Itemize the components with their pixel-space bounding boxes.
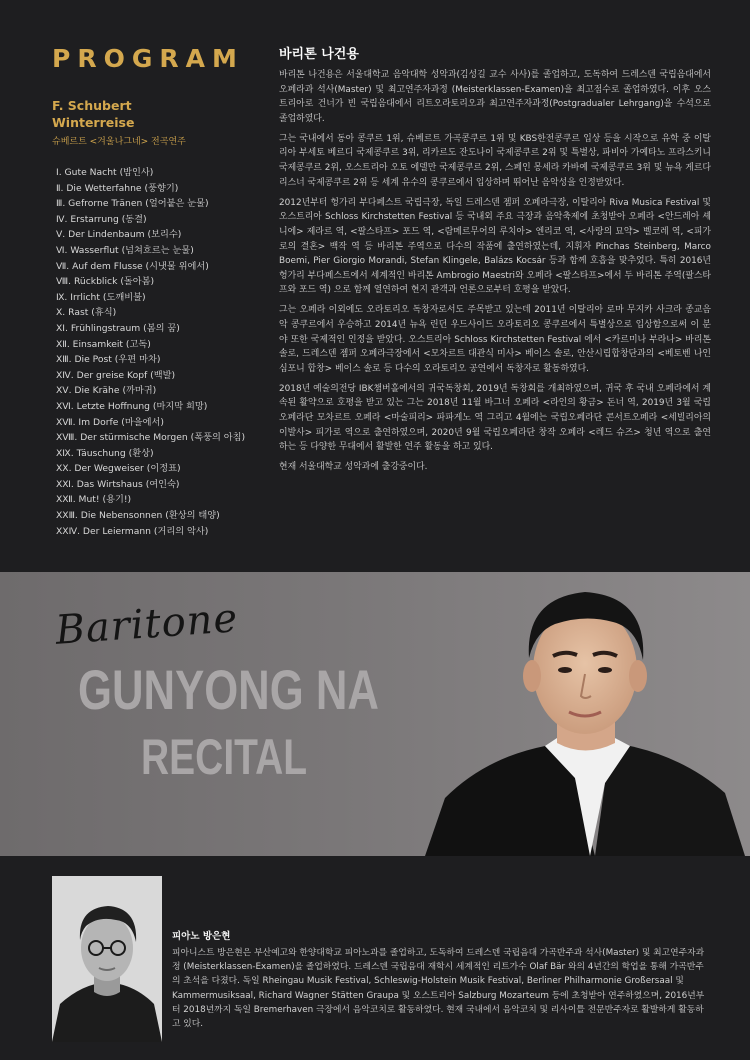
- bio-paragraph: 그는 국내에서 동아 콩쿠르 1위, 슈베르트 가곡콩쿠르 1위 및 KBS한전콩쿠르 입상 등을 시작으로 유학 중 이탈리아 부세토 베르디 국제콩쿠르 3위, 리카르도 잔도나이 국제콩쿠르 2위 및 특별상, 파비아 가예타노 프라스키니 국제콩쿠르 2위, 오스트리아 오토 에델만 국제콩쿠르 2위, 스페인 몽세라 카바예 국제콩쿠르 3위 및 뉴욕 게르다 리스너 국제콩쿠르 2위 등 세계 유수의 콩쿠르에서 입상하며 뛰어난 음악성을 인정받았다.: [279, 133, 711, 188]
- song-list: [56, 165, 245, 539]
- song-item: ⅩⅤ. Die Krähe (까마귀): [56, 385, 157, 397]
- song-item: ⅩⅣ. Der greise Kopf (백발): [56, 369, 176, 381]
- song-item: Ⅹ. Rast (휴식): [56, 307, 117, 319]
- song-item: ⅩⅠ. Frühlingstraum (봄의 꿈): [56, 322, 180, 334]
- recital-label: RECITAL: [141, 729, 308, 785]
- pianist-photo: [52, 876, 162, 1042]
- song-item: ⅩⅥ. Letzte Hoffnung (마지막 희망): [56, 400, 208, 412]
- song-item: Ⅵ. Wasserflut (넘쳐흐르는 눈물): [56, 244, 194, 256]
- song-item: Ⅳ. Erstarrung (동결): [56, 213, 147, 225]
- composer-name: F. Schubert: [52, 98, 132, 113]
- song-item: Ⅲ. Gefrorne Tränen (얼어붙은 눈물): [56, 198, 209, 210]
- pianist-bio: 피아니스트 방은현은 부산예고와 한양대학교 피아노과를 졸업하고, 도독하여 드레스덴 국립음대 가곡반주과 석사(Master) 및 최고연주자과정 (Meisterklassen-Examen)을 졸업하였다. 드레스덴 국립음대 재학시 세계적인 리트가수 Olaf Bär 와의 4년간의 학업을 통해 가곡반주의 초석을 다졌다. 독일 Rheingau Musik Festival, Schleswig-Holstein Musik Festival, Berliner Philharmonie Großersaal 및 Kammermusiksaal, Richard Wagner Stätten Graupa 및 오스트리아 Salzburg Mozarteum 등에 초청받아 연주하였으며, 2016년부터 2018년까지 독일 Bremerhaven 극장에서 음악코치로 활동하였다. 현재 국내에서 음악코치 및 리사이틀 전문반주자로 활발하게 활동하고 있다.: [172, 948, 705, 1030]
- baritone-script-label: Baritone: [54, 595, 240, 654]
- bio-paragraph: 현재 서울대학교 성악과에 출강중이다.: [279, 462, 428, 473]
- baritone-portrait: [425, 578, 745, 856]
- bio-title: 바리톤 나건용: [279, 47, 359, 62]
- work-subtitle: 슈베르트 <겨울나그네> 전곡연주: [52, 137, 186, 147]
- work-title: Winterreise: [52, 115, 135, 130]
- song-item: ⅩⅩ. Der Wegweiser (이정표): [56, 463, 181, 475]
- song-item: ⅩⅡ. Einsamkeit (고독): [56, 338, 151, 350]
- song-item: Ⅴ. Der Lindenbaum (보리수): [56, 229, 182, 241]
- song-item: ⅩⅧ. Der stürmische Morgen (폭풍의 아침): [56, 432, 246, 444]
- pianist-title: 피아노 방은현: [172, 931, 231, 942]
- song-item: Ⅷ. Rückblick (돌아봄): [56, 276, 155, 288]
- bio-paragraph: 2018년 예술의전당 IBK챔버홀에서의 귀국독창회, 2019년 독창회를 개최하였으며, 귀국 후 국내 오페라에서 계속된 활약으로 호평을 받고 있는 그는 2018년 11월 바그너 오페라 <라인의 황금> 돈너 역, 2019년 3월 국립오페라단 모차르트 오페라 <마술피리> 파파게노 역 그리고 4월에는 국립오페라단 콘서트오페라 <세빌리아의 이발사> 피가로 역으로 출연하였으며, 2020년 9월 국립오페라단 창작 오페라 <레드 슈즈> 청년 역으로 출연하는 등 다양한 무대에서 활발한 연주 활동을 하고 있다.: [279, 383, 711, 453]
- song-item: ⅩⅪ. Das Wirtshaus (여인숙): [56, 478, 180, 490]
- song-item: ⅩⅢ. Die Post (우편 마차): [56, 354, 161, 366]
- song-item: Ⅸ. Irrlicht (도깨비불): [56, 291, 146, 303]
- song-item: Ⅶ. Auf dem Flusse (시냇물 위에서): [56, 260, 209, 272]
- pianist-portrait: [52, 876, 162, 1042]
- performer-name: GUNYONG NA: [78, 658, 379, 721]
- bio-paragraph: 바리톤 나건용은 서울대학교 음악대학 성악과(김성길 교수 사사)를 졸업하고, 도독하여 드레스덴 국립음대에서 오페라과 석사(Master) 및 최고연주자과정 (Meisterklassen-Examen)을 최고점수로 졸업하였다. 이후 오스트리아로 건너가 빈 국립음대에서 리트오라토리오과 최고연주자과정(Postgradualer Lehrgang)을 수석으로 졸업하였다.: [279, 70, 711, 124]
- recital-banner: [0, 572, 750, 856]
- song-item: Ⅰ. Gute Nacht (밤인사): [56, 167, 154, 178]
- bio-paragraph: 그는 오페라 이외에도 오라토리오 독창자로서도 주목받고 있는데 2011년 이탈리아 로마 무지카 사크라 종교음악 콩쿠르에서 우승하고 2014년 뉴욕 린던 우드사이드 오라토리오 콩쿠르에서 특별상으로 입상함으로써 이 분야 또한 국제적인 인정을 받았다. 오스트리아 Schloss Kirchstetten Festival 에서 <카르미나 부라나> 바리톤 솔로, 드레스덴 젬퍼 오페라극장에서 <모차르트 대관식 미사> 베이스 솔로, 안산시립합창단과의 <베토벤 나인 심포니 합창> 베이스 솔로 등 다수의 오라토리오 공연에서 독창자로 활동하였다.: [279, 305, 711, 374]
- song-item: ⅩⅩⅢ. Die Nebensonnen (환상의 태양): [56, 510, 220, 522]
- composer-block: [52, 97, 134, 131]
- song-item: ⅩⅩⅣ. Der Leiermann (거리의 악사): [56, 525, 209, 537]
- song-item: ⅩⅫ. Mut! (용기!): [56, 494, 132, 506]
- song-item: ⅩⅦ. Im Dorfe (마을에서): [56, 416, 164, 428]
- bio-text: [279, 68, 711, 480]
- bio-paragraph: 2012년부터 헝가리 부다페스트 국립극장, 독일 드레스덴 젬퍼 오페라극장, 이탈리아 Riva Musica Festival 및 오스트리아 Schloss Kirchstetten Festival 등 국내외 주요 극장과 음악축제에 초청받아 오페라 <안드레아 셰니에> 제라르 역, <팔스타프> 포드 역, <람메르무어의 루치아> 엔리코 역, <사랑의 묘약> 벨코레 역, <피가로의 결혼> 백작 역 등 바리톤 주역으로 다수의 작품에 출연하였는데, 지휘자 Pinchas Steinberg, Marco Boemi, Pier Giorgio Morandi, Stefan Klingele, Balázs Kocsár 등과 함께 호흡을 맞추었다. 특히 2016년 헝가리 부다페스트에서 세계적인 바리톤 Ambrogio Maestri와 오페라 <팔스타프>에서 두 바리톤 주역(팔스타프와 포드 역) 으로 함께 열연하여 현지 관객과 언론으로부터 호평을 받았다.: [279, 197, 711, 296]
- program-heading: PROGRAM: [52, 44, 244, 73]
- pianist-section: [0, 856, 750, 1060]
- song-item: ⅩⅨ. Täuschung (환상): [56, 447, 154, 459]
- song-item: Ⅱ. Die Wetterfahne (풍향기): [56, 182, 179, 194]
